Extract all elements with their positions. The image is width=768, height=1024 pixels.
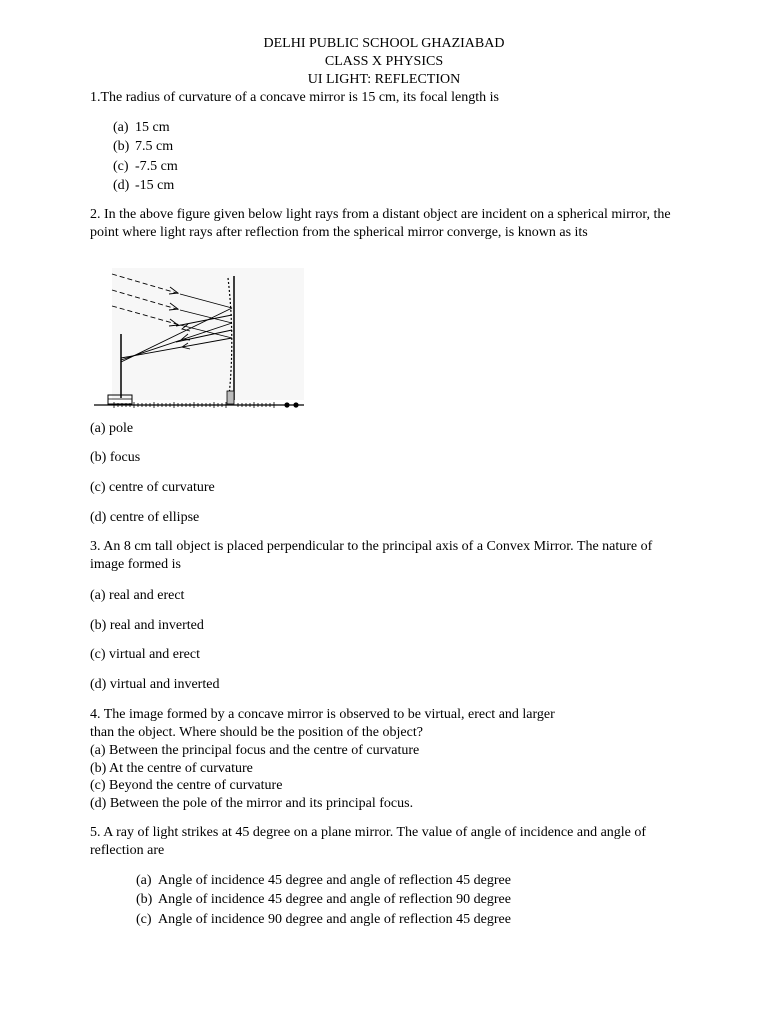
question-4-text: than the object. Where should be the position of the object? xyxy=(90,725,423,740)
question-4-option: (a) Between the principal focus and the centre of curvature xyxy=(90,743,420,758)
question-5-options xyxy=(136,872,736,930)
option-text: 15 cm xyxy=(135,120,170,135)
question-4-option: (c) Beyond the centre of curvature xyxy=(90,778,283,793)
question-5 xyxy=(90,824,650,860)
unit-title: UI LIGHT: REFLECTION xyxy=(307,72,461,87)
option-item xyxy=(136,872,736,891)
question-2-option: (a) pole xyxy=(90,421,134,436)
diagram-background xyxy=(112,268,304,400)
question-2-option: (c) centre of curvature xyxy=(90,480,215,495)
option-text: -7.5 cm xyxy=(135,158,178,174)
axis-tick-marks xyxy=(114,402,274,408)
question-3-option: (a) real and erect xyxy=(90,588,185,603)
question-2-option: (b) focus xyxy=(90,450,141,465)
axis-point-marker xyxy=(284,402,289,407)
school-name: DELHI PUBLIC SCHOOL GHAZIABAD xyxy=(263,36,505,51)
option-marker: (d) xyxy=(113,177,130,193)
question-3 xyxy=(90,538,660,574)
question-1-text: 1.The radius of curvature of a concave mirror is 15 cm, its focal length is xyxy=(90,90,499,105)
option-text: 7.5 cm xyxy=(135,139,174,155)
question-3-text: 3. An 8 cm tall object is placed perpendicular to the principal axis of a Convex Mirror. The nature of image formed is xyxy=(90,539,653,572)
option-item xyxy=(136,911,736,930)
question-3-option: (c) virtual and erect xyxy=(90,647,200,662)
option-text: Angle of incidence 45 degree and angle of reflection 90 degree xyxy=(158,892,511,908)
question-4-text: 4. The image formed by a concave mirror is observed to be virtual, erect and larger xyxy=(90,707,555,722)
question-5-text: 5. A ray of light strikes at 45 degree on a plane mirror. The value of angle of incidence and angle of reflection are xyxy=(90,825,647,858)
option-item xyxy=(113,177,713,196)
option-item xyxy=(113,138,713,157)
option-marker: (a) xyxy=(113,120,129,135)
option-text: Angle of incidence 45 degree and angle of reflection 45 degree xyxy=(158,873,511,888)
question-3-option: (b) real and inverted xyxy=(90,618,204,633)
question-4-option: (b) At the centre of curvature xyxy=(90,761,253,776)
option-text: -15 cm xyxy=(135,177,175,193)
question-1-options xyxy=(113,119,713,196)
mirror-stand-base xyxy=(227,391,234,404)
concave-mirror-ray-diagram xyxy=(90,268,306,410)
question-2 xyxy=(90,206,690,242)
option-item xyxy=(113,158,713,177)
option-marker: (c) xyxy=(136,911,152,927)
option-item xyxy=(136,891,736,910)
option-marker: (b) xyxy=(136,892,153,908)
worksheet-header xyxy=(0,35,768,89)
question-2-option: (d) centre of ellipse xyxy=(90,510,200,525)
question-3-option: (d) virtual and inverted xyxy=(90,677,220,692)
question-1 xyxy=(90,89,690,107)
question-4-option: (d) Between the pole of the mirror and its principal focus. xyxy=(90,796,414,811)
option-item xyxy=(113,119,713,138)
question-2-text: 2. In the above figure given below light rays from a distant object are incident on a spherical mirror, the point where light rays after reflection from the spherical mirror converge, is known as its xyxy=(90,207,671,240)
option-text: Angle of incidence 90 degree and angle of reflection 45 degree xyxy=(158,911,511,927)
option-marker: (c) xyxy=(113,158,129,174)
option-marker: (a) xyxy=(136,873,152,888)
class-name: CLASS X PHYSICS xyxy=(324,54,444,69)
axis-point-marker xyxy=(293,402,298,407)
option-marker: (b) xyxy=(113,139,130,155)
